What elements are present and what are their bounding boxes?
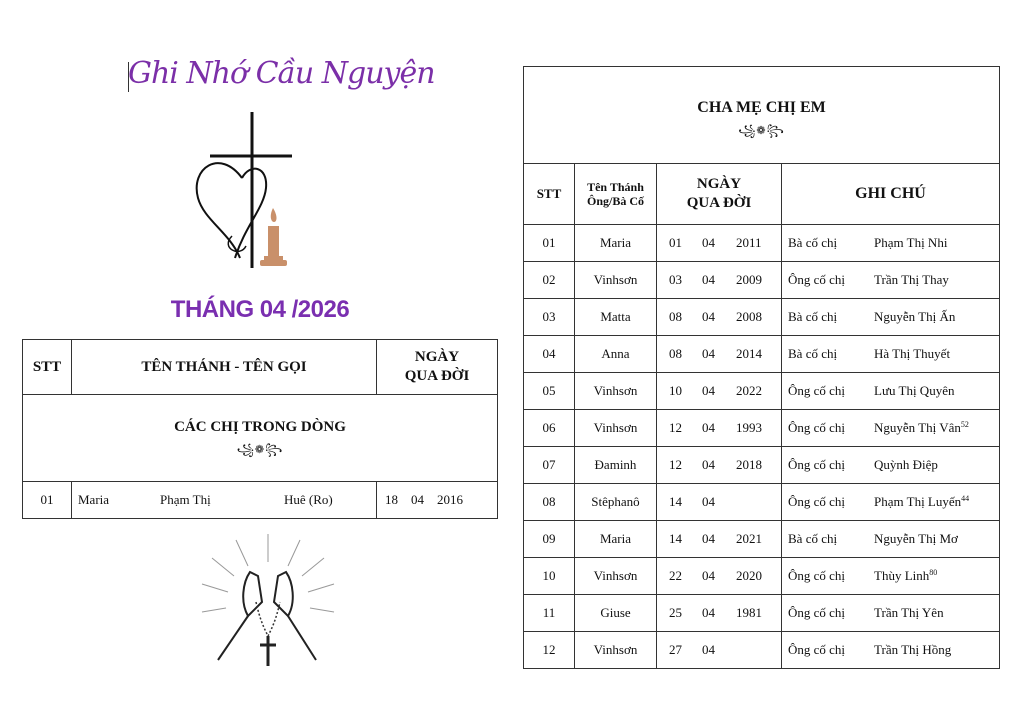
sisters-table [22, 339, 498, 519]
row-deceased-name: Nguyễn Thị Vân [874, 420, 961, 436]
row-stt: 09 [524, 521, 575, 558]
row-date [657, 410, 782, 447]
table-title-cell [524, 67, 1000, 164]
table-header-row [524, 164, 1000, 225]
table-row [524, 521, 1000, 558]
header-name: TÊN THÁNH - TÊN GỌI [72, 340, 377, 395]
row-stt: 02 [524, 262, 575, 299]
row-deceased-name: Phạm Thị Luyến [874, 494, 962, 510]
row-date [657, 299, 782, 336]
table-row [524, 299, 1000, 336]
row-day: 14 [669, 531, 682, 546]
row-day: 12 [669, 457, 682, 472]
row-date [657, 336, 782, 373]
row-note [782, 262, 1000, 299]
row-stt: 10 [524, 558, 575, 595]
row-deceased-name: Hà Thị Thuyết [874, 346, 951, 362]
row-relation: Bà cố chị [788, 235, 838, 251]
row-day: 18 [385, 492, 398, 507]
row-saint: Maria [78, 492, 110, 507]
row-date [657, 373, 782, 410]
table-row [524, 632, 1000, 669]
row-relation: Ông cố chị [788, 420, 846, 436]
row-date [657, 484, 782, 521]
row-month: 04 [702, 642, 715, 657]
month-title: THÁNG 04 /2026 [170, 296, 350, 323]
row-note [782, 373, 1000, 410]
row-date [657, 225, 782, 262]
header-saint [575, 164, 657, 225]
row-stt: 11 [524, 595, 575, 632]
ornament-icon: ꧁❁꧂ [738, 125, 785, 137]
row-relation: Bà cố chị [788, 346, 838, 362]
row-day: 03 [669, 272, 682, 287]
row-day: 25 [669, 605, 682, 620]
row-date [377, 482, 498, 519]
row-deceased-name: Trần Thị Thay [874, 272, 949, 288]
header-saint-line1: Tên Thánh [587, 180, 644, 194]
header-note: GHI CHÚ [782, 164, 1000, 225]
row-date [657, 521, 782, 558]
header-date-line2: QUA ĐỜI [686, 195, 752, 211]
header-stt: STT [23, 340, 72, 395]
row-year: 1981 [736, 605, 762, 620]
row-month: 04 [702, 235, 715, 250]
row-note [782, 484, 1000, 521]
row-year: 1993 [736, 420, 762, 435]
header-date-line1: NGÀY [414, 349, 460, 365]
row-deceased-name: Quỳnh Điệp [874, 457, 938, 473]
table-row [524, 558, 1000, 595]
row-day: 27 [669, 642, 682, 657]
row-month: 04 [702, 383, 715, 398]
row-note [782, 521, 1000, 558]
row-saint: Vinhsơn [575, 632, 657, 669]
header-date-line1: NGÀY [696, 176, 742, 192]
row-date [657, 262, 782, 299]
row-stt: 08 [524, 484, 575, 521]
row-stt: 12 [524, 632, 575, 669]
row-relation: Ông cố chị [788, 383, 846, 399]
row-relation: Ông cố chị [788, 605, 846, 621]
row-stt: 06 [524, 410, 575, 447]
row-note [782, 410, 1000, 447]
row-relation: Ông cố chị [788, 642, 846, 658]
row-superscript: 44 [961, 493, 970, 503]
row-deceased-name: Phạm Thị Nhi [874, 235, 948, 251]
table-row [524, 447, 1000, 484]
row-month: 04 [702, 309, 715, 324]
parents-table [523, 66, 1000, 669]
row-relation: Ông cố chị [788, 272, 846, 288]
row-saint: Stêphanô [575, 484, 657, 521]
row-month: 04 [411, 492, 424, 507]
header-stt: STT [524, 164, 575, 225]
row-note [782, 336, 1000, 373]
row-stt: 04 [524, 336, 575, 373]
row-saint: Vinhsơn [575, 262, 657, 299]
row-day: 12 [669, 420, 682, 435]
table-row [524, 225, 1000, 262]
row-date [657, 447, 782, 484]
row-note [782, 595, 1000, 632]
table-row [23, 482, 498, 519]
row-deceased-name: Thùy Linh [874, 568, 930, 584]
row-year: 2018 [736, 457, 762, 472]
table-row [524, 262, 1000, 299]
ornament-icon: ꧁❁꧂ [236, 443, 284, 456]
row-day: 22 [669, 568, 682, 583]
table-header-row [23, 340, 498, 395]
header-date [377, 340, 498, 395]
row-day: 10 [669, 383, 682, 398]
row-month: 04 [702, 420, 715, 435]
row-year: 2022 [736, 383, 762, 398]
table-title: CHA MẸ CHỊ EM [697, 99, 826, 116]
script-title: Ghi Nhớ Cầu Nguyện [128, 56, 435, 91]
row-saint: Anna [575, 336, 657, 373]
row-date [657, 558, 782, 595]
row-saint: Maria [575, 225, 657, 262]
table-row [524, 595, 1000, 632]
row-stt: 05 [524, 373, 575, 410]
row-month: 04 [702, 568, 715, 583]
row-note [782, 225, 1000, 262]
row-saint: Matta [575, 299, 657, 336]
row-saint: Maria [575, 521, 657, 558]
row-month: 04 [702, 531, 715, 546]
row-month: 04 [702, 605, 715, 620]
row-relation: Bà cố chị [788, 309, 838, 325]
row-deceased-name: Nguyễn Thị Ấn [874, 309, 956, 325]
row-stt: 07 [524, 447, 575, 484]
row-deceased-name: Nguyễn Thị Mơ [874, 531, 958, 547]
header-saint-line2: Ông/Bà Cố [586, 194, 644, 208]
row-stt: 03 [524, 299, 575, 336]
row-deceased-name: Trần Thị Hồng [874, 642, 952, 658]
section-header [23, 395, 498, 482]
row-month: 04 [702, 494, 715, 509]
row-year: 2016 [437, 492, 463, 507]
row-relation: Ông cố chị [788, 457, 846, 473]
row-year: 2020 [736, 568, 762, 583]
row-year: 2011 [736, 235, 762, 250]
row-day: 01 [669, 235, 682, 250]
table-row [524, 484, 1000, 521]
row-year: 2009 [736, 272, 762, 287]
row-note [782, 447, 1000, 484]
table-row [524, 336, 1000, 373]
row-month: 04 [702, 346, 715, 361]
row-name [72, 482, 377, 519]
row-date [657, 595, 782, 632]
row-deceased-name: Lưu Thị Quyên [874, 383, 955, 399]
row-month: 04 [702, 457, 715, 472]
row-superscript: 52 [960, 419, 969, 429]
row-superscript: 80 [929, 567, 938, 577]
row-month: 04 [702, 272, 715, 287]
row-year: 2014 [736, 346, 762, 361]
praying-hands-rosary-icon [198, 532, 338, 672]
row-saint: Vinhsơn [575, 558, 657, 595]
row-relation: Bà cố chị [788, 531, 838, 547]
table-row [524, 410, 1000, 447]
row-relation: Ông cố chị [788, 568, 846, 584]
cross-heart-candle-icon [180, 108, 300, 273]
section-title: CÁC CHỊ TRONG DÒNG [174, 418, 346, 435]
header-date-line2: QUA ĐỜI [404, 368, 470, 384]
row-surname: Phạm Thị [160, 492, 211, 507]
row-deceased-name: Trần Thị Yên [874, 605, 944, 621]
row-note [782, 558, 1000, 595]
row-given: Huê (Ro) [284, 492, 333, 507]
row-saint: Vinhsơn [575, 373, 657, 410]
row-saint: Đaminh [575, 447, 657, 484]
row-saint: Giuse [575, 595, 657, 632]
row-relation: Ông cố chị [788, 494, 846, 510]
row-note [782, 299, 1000, 336]
row-saint: Vinhsơn [575, 410, 657, 447]
row-day: 14 [669, 494, 682, 509]
row-date [657, 632, 782, 669]
table-row [524, 373, 1000, 410]
header-date [657, 164, 782, 225]
row-day: 08 [669, 309, 682, 324]
row-year: 2021 [736, 531, 762, 546]
row-stt: 01 [23, 482, 72, 519]
row-year: 2008 [736, 309, 762, 324]
row-stt: 01 [524, 225, 575, 262]
row-note [782, 632, 1000, 669]
row-day: 08 [669, 346, 682, 361]
